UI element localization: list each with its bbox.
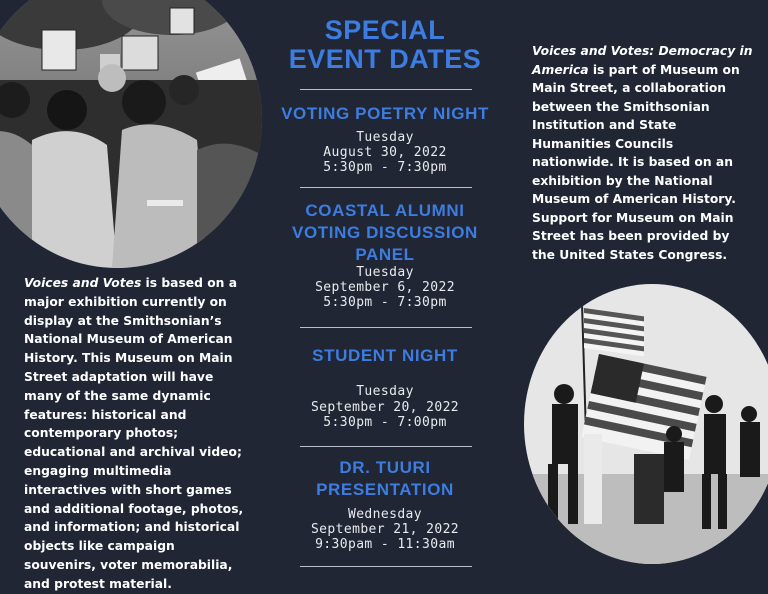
divider [300, 566, 472, 567]
event-day: Tuesday [356, 130, 414, 145]
divider [300, 327, 472, 328]
event-date: September 6, 2022 [315, 280, 455, 295]
event-title-line: VOTING DISCUSSION [292, 223, 478, 242]
divider [300, 187, 472, 188]
event-day: Tuesday [356, 384, 414, 399]
event-title-line: PRESENTATION [316, 480, 454, 499]
march-photo [0, 0, 262, 268]
right-italic-title: Voices and Votes: Democracy in America [532, 44, 753, 77]
event-time: 5:30pm - 7:30pm [323, 295, 447, 310]
event-time: 9:30pam - 11:30am [315, 537, 455, 552]
event-title-line: DR. TUURI [339, 458, 431, 477]
event-date: September 21, 2022 [310, 522, 460, 537]
left-body: is based on a major exhibition currently on display at the Smithsonian’s National Museum of American History. This Museum on Main Street adaptation will have many of the same dynamic features: historical and contemporary photos; educational and archival video; engaging multimedia interactives with short games and additional footage, photos, and information; and historical objects like campaign souvenirs, voter memorabilia, and protest material. [24, 276, 244, 591]
event-title: VOTING POETRY NIGHT [281, 104, 489, 123]
title-line-1: SPECIAL [324, 15, 446, 45]
event-title-line: COASTAL ALUMNI [305, 201, 465, 220]
divider [300, 446, 472, 447]
divider [300, 89, 472, 90]
event-title-line: PANEL [355, 245, 415, 264]
page-title [272, 16, 498, 74]
left-description [24, 274, 246, 594]
event-date: August 30, 2022 [323, 145, 447, 160]
event-day: Wednesday [347, 507, 423, 522]
title-line-2: EVENT DATES [288, 44, 482, 74]
flag-march-photo [524, 284, 768, 564]
right-description [532, 42, 754, 264]
event-title: STUDENT NIGHT [312, 346, 458, 365]
left-italic-title: Voices and Votes [24, 276, 142, 290]
right-body: is part of Museum on Main Street, a collaboration between the Smithsonian Institution and State Humanities Councils nationwide. It is based on an exhibition by the National Museum of American History. Support for Museum on Main Street has been provided by the United States Congress. [532, 62, 740, 262]
event-time: 5:30pm - 7:30pm [323, 160, 447, 175]
event-time: 5:30pm - 7:00pm [323, 415, 447, 430]
event-date: September 20, 2022 [310, 400, 460, 415]
event-day: Tuesday [356, 265, 414, 280]
